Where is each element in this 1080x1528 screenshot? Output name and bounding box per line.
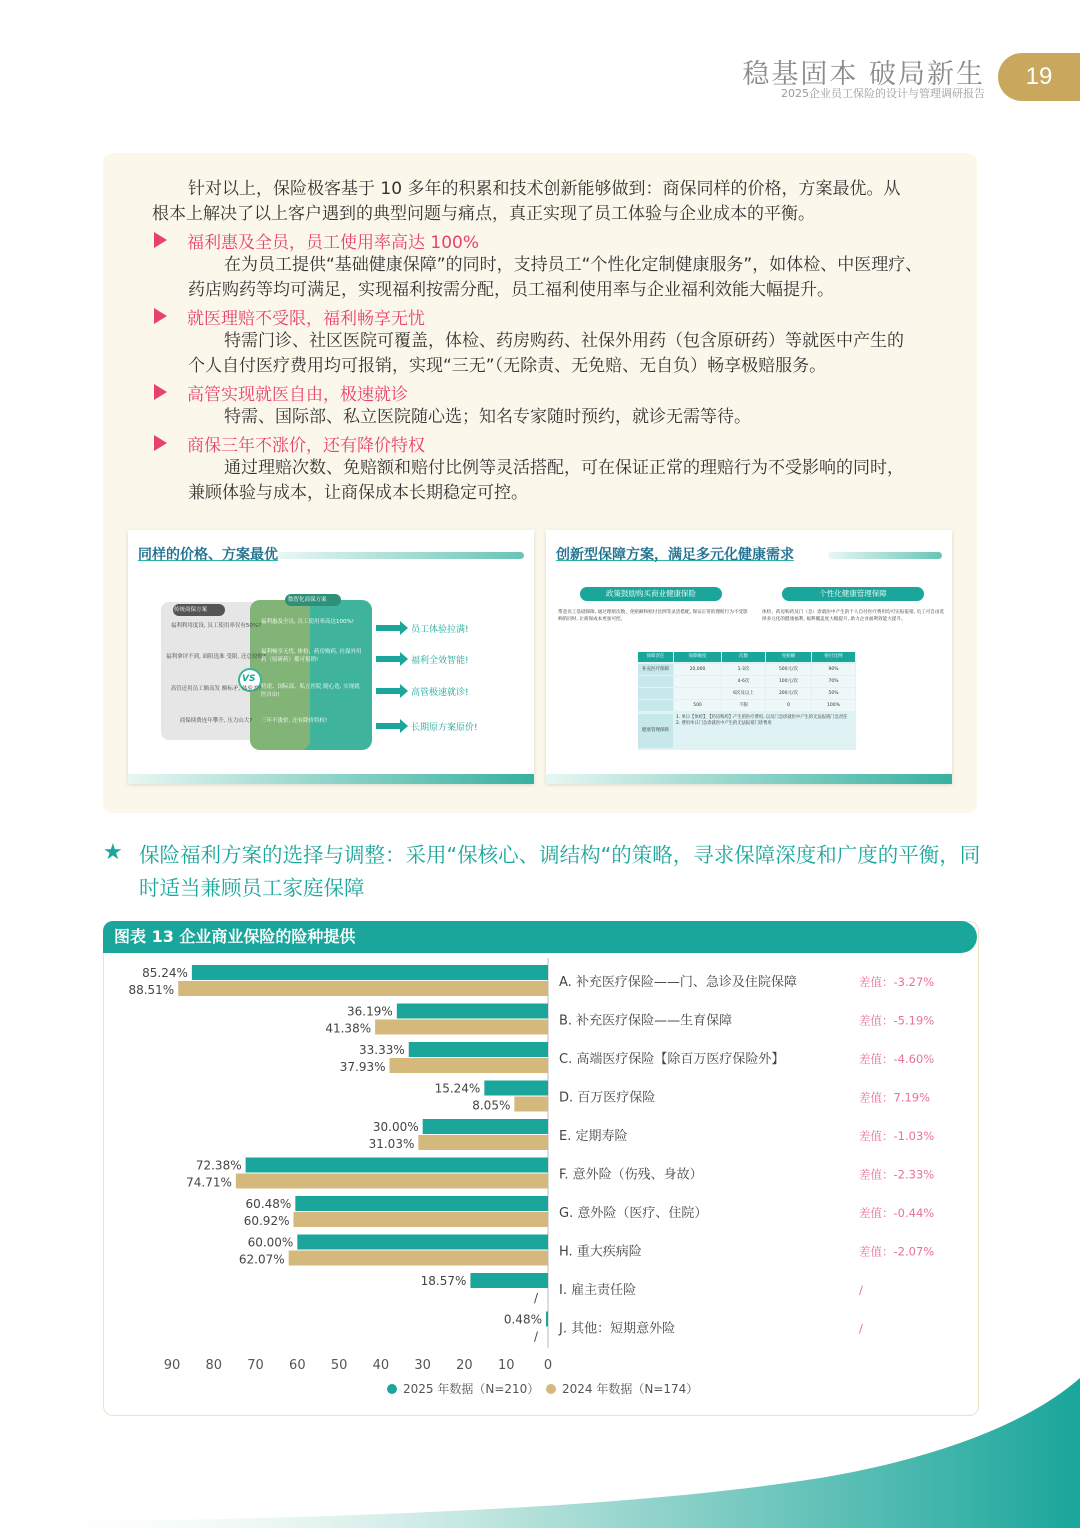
difference-label: / [859, 1283, 863, 1297]
digital-item: 特需、国际部、私立医院 随心选, 实现就医自由! [261, 684, 360, 698]
section-headline: 保险福利方案的选择与调整：采用“保核心、调结构“的策略，寻求保障深度和广度的平衡，同时适当兼顾员工家庭保障 [139, 843, 981, 900]
slide-bottom-bar [128, 774, 534, 784]
table-cell [638, 700, 673, 711]
x-tick-label: 40 [372, 1358, 390, 1373]
footer-wave [0, 1370, 1080, 1528]
slide-same-price [128, 530, 534, 784]
bar-2024 [514, 1097, 548, 1112]
policy-pill: 政策鼓励购买商业健康保险 [580, 587, 722, 601]
x-tick-label: 50 [330, 1358, 348, 1373]
bar-label-2024: 41.38% [325, 1021, 372, 1036]
vs-label: VS [242, 674, 256, 684]
difference-label: 差值：-1.03% [859, 1129, 935, 1143]
category-label: B. 补充医疗保险——生育保障 [559, 1013, 733, 1029]
table-cell [638, 688, 673, 699]
digital-item: 福利惠及全员, 员工使用率高达100%! [261, 619, 354, 625]
page-number: 19 [998, 53, 1080, 101]
table-cell [674, 688, 721, 699]
traditional-plan-header: 传统商保方案 [174, 607, 208, 613]
bar-2025 [409, 1042, 548, 1057]
bar-label-2025: 30.00% [372, 1120, 419, 1134]
bar-label-2024: 8.05% [472, 1098, 511, 1113]
result-label: 员工体验拉满! [411, 625, 469, 635]
bar-label-2024: / [533, 1329, 538, 1344]
chart-caption: 图表 13 企业商业保险的险种提供 [103, 921, 977, 953]
category-label: A. 补充医疗保险——门、急诊及住院保障 [559, 975, 797, 990]
digital-item: 福利畅享无忧, 体检、药房购药, 社保外用药（原研药）都可报销! [261, 649, 362, 663]
bar-2025 [246, 1158, 548, 1173]
bar-label-2024: / [533, 1291, 538, 1305]
category-label: E. 定期寿险 [559, 1129, 628, 1144]
x-tick-label: 20 [456, 1358, 473, 1373]
table-header-cell: 赔付比例 [812, 652, 855, 662]
bar-label-2025: 0.48% [503, 1312, 542, 1327]
bar-label-2024: 31.03% [368, 1137, 415, 1151]
table-cell: 500 [674, 700, 721, 711]
table-note: 1. 单日【体检】、【药房购药】产生的医疗费用, 以及门急诊就医中产生的无法报销门急责任 2. 费用单日门急诊就医中产生的无法报销门诊费用 [676, 715, 848, 726]
bar-label-2025: 15.24% [434, 1081, 481, 1096]
bullet-text: 药店购药等均可满足，实现福利按需分配，员工福利使用率与企业福利效能大幅提升。 [188, 280, 834, 300]
bullet-arrow-icon [154, 308, 167, 324]
table-cell [638, 676, 673, 687]
table-cell: 90% [812, 664, 855, 675]
bar-2024 [418, 1135, 548, 1150]
bar-2024 [289, 1251, 548, 1266]
bar-label-2025: 60.00% [247, 1235, 294, 1250]
bullet-text: 通过理赔次数、免赔额和赔付比例等灵活搭配，可在保证正常的理赔行为不受影响的同时， [224, 458, 904, 478]
difference-label: 差值：-2.07% [859, 1244, 935, 1259]
x-tick-label: 80 [205, 1358, 223, 1373]
health-pill: 个性化健康管理保障 [782, 587, 924, 601]
slide-title: 创新型保障方案，满足多元化健康需求 [556, 547, 794, 563]
bar-label-2024: 74.71% [186, 1175, 232, 1190]
bar-label-2025: 72.38% [195, 1158, 242, 1173]
bullet-title: 福利惠及全员，员工使用率高达 100% [187, 233, 480, 253]
category-label: G. 意外险（医疗、住院） [559, 1206, 708, 1221]
star-icon: ★ [103, 840, 123, 865]
table-cell [674, 676, 721, 687]
table-cell: 4-6次 [722, 676, 765, 687]
difference-label: 差值：-4.60% [859, 1052, 935, 1066]
bar-label-2024: 88.51% [128, 983, 175, 997]
bar-label-2024: 37.93% [339, 1060, 386, 1074]
difference-label: / [859, 1321, 863, 1336]
bar-2024 [390, 1058, 548, 1073]
slide-title-bar [828, 552, 942, 559]
category-label: F. 意外险（伤残、身故） [559, 1167, 703, 1183]
report-title: 稳基固本 破局新生 [742, 59, 985, 90]
table-cell: 500元/次 [766, 664, 811, 675]
table-header-cell: 保障责任 [638, 652, 673, 662]
bar-label-2025: 33.33% [358, 1043, 405, 1057]
bar-label-2024: 60.92% [243, 1214, 290, 1228]
table-cell: 补充医疗保障 [638, 664, 673, 675]
bar-2025 [192, 965, 548, 980]
bar-2025 [397, 1004, 548, 1019]
difference-label: 差值：-0.44% [859, 1206, 935, 1220]
digital-plan-header: 数智化商保方案 [288, 597, 327, 603]
table-cell: 100元/次 [766, 676, 811, 687]
traditional-item: 高管还用员工额高发 额标矛, 体验差? [170, 686, 262, 692]
difference-label: 差值：7.19% [859, 1090, 931, 1105]
traditional-item: 福利拿评不到, 面阻选准 受限, 还总较赔? [166, 654, 266, 660]
bar-2024 [178, 981, 548, 996]
table-cell: 100% [812, 700, 855, 711]
slide-innovative-plan [546, 530, 952, 784]
category-label: J. 其他：短期意外险 [559, 1321, 676, 1337]
slide-bottom-bar [546, 774, 952, 784]
result-label: 长期原方案原价! [411, 723, 478, 733]
legend-label-2024: 2024 年数据（N=174） [562, 1382, 699, 1396]
traditional-item: 商保续费连年攀升, 压力山大? [179, 718, 253, 724]
bar-2025 [423, 1119, 548, 1134]
difference-label: 差值：-3.27% [859, 975, 935, 989]
bullet-title: 就医理赔不受限，福利畅享无忧 [187, 309, 425, 329]
legend-label-2025: 2025 年数据（N=210） [403, 1382, 540, 1396]
table-cell: 不限 [722, 700, 765, 711]
table-cell: 50% [812, 688, 855, 699]
category-label: I. 雇主责任险 [559, 1283, 637, 1298]
bullet-title: 高管实现就医自由，极速就诊 [187, 385, 408, 405]
bar-2025 [484, 1081, 548, 1096]
bar-2024 [293, 1212, 548, 1227]
traditional-item: 福利利用度设, 员工使用率仅有50%? [170, 623, 262, 629]
x-tick-label: 10 [497, 1358, 515, 1373]
table-cell: 0 [766, 700, 811, 711]
bullet-text: 个人自付医疗费用均可报销，实现“三无”（无除责、无免赔、无自负）畅享极赔服务。 [188, 356, 827, 376]
table-cell: 健康管理保障 [638, 714, 673, 748]
table-cell: 6次及以上 [722, 688, 765, 699]
bar-2025 [295, 1196, 548, 1211]
bullet-arrow-icon [154, 435, 167, 451]
bullet-title: 商保三年不涨价，还有降价特权 [187, 436, 425, 456]
table-cell: 20,000 [674, 664, 721, 675]
insurance-type-chart [103, 953, 977, 1408]
x-tick-label: 0 [543, 1358, 553, 1373]
bar-label-2025: 18.57% [420, 1274, 467, 1288]
bullet-text: 特需、国际部、私立医院随心选；知名专家随时预约，就诊无需等待。 [224, 407, 751, 427]
table-header-cell: 保障额度 [674, 652, 721, 662]
category-label: D. 百万医疗保险 [559, 1090, 656, 1106]
table-cell: 1-3次 [722, 664, 765, 675]
digital-item: 三年不涨价, 还有降价特权! [261, 718, 328, 724]
health-desc: 体检、药房购药及门（急）诊就医中产生的个人自付医疗费用均可实报报销, 员工可自由选择多元化的健康福利, 福利覆盖度大幅提升, 助力企业福利效能大提升。 [762, 610, 945, 622]
category-label: H. 重大疾病险 [559, 1244, 642, 1260]
policy-desc: 帮意员工基础保障, 通过理赔次数、免赔额和赔付比例等灵活搭配, 保证正常的理赔行为不受影响的同时, 让商保成本更加可控。 [558, 610, 748, 622]
bar-label-2025: 36.19% [347, 1004, 393, 1019]
intro-paragraph-line: 针对以上，保险极客基于 10 多年的积累和技术创新能够做到：商保同样的价格，方案最优。从 [188, 179, 901, 199]
x-tick-label: 30 [414, 1358, 431, 1373]
bar-2025 [470, 1273, 548, 1288]
table-cell: 70% [812, 676, 855, 687]
plan-table [638, 652, 856, 750]
result-label: 高管极速就诊! [411, 688, 469, 698]
difference-label: 差值：-5.19% [859, 1013, 935, 1028]
bar-2024 [236, 1174, 548, 1189]
bullet-arrow-icon [154, 232, 167, 248]
x-tick-label: 90 [163, 1358, 181, 1373]
bar-2025 [546, 1312, 548, 1327]
bar-2025 [297, 1235, 548, 1250]
intro-paragraph-line: 根本上解决了以上客户遇到的典型问题与痛点，真正实现了员工体验与企业成本的平衡。 [152, 204, 815, 224]
difference-label: 差值：-2.33% [859, 1167, 935, 1182]
bullet-arrow-icon [154, 384, 167, 400]
report-subtitle: 2025企业员工保险的设计与管理调研报告 [781, 87, 985, 100]
table-header-cell: 次数 [722, 652, 765, 662]
x-tick-label: 60 [289, 1358, 306, 1373]
bullet-text: 在为员工提供“基础健康保障”的同时，支持员工“个性化定制健康服务”，如体检、中医理疗、 [224, 255, 923, 275]
bar-label-2024: 62.07% [238, 1252, 285, 1267]
bar-label-2025: 60.48% [245, 1197, 292, 1211]
bar-2024 [375, 1020, 548, 1035]
table-header-cell: 免赔额 [766, 652, 811, 662]
bar-label-2025: 85.24% [142, 966, 188, 980]
slide-title: 同样的价格、方案最优 [138, 547, 278, 563]
category-label: C. 高端医疗保险【除百万医疗保险外】 [559, 1052, 785, 1067]
x-tick-label: 70 [247, 1358, 264, 1373]
result-label: 福利全效智能! [411, 656, 469, 666]
table-cell: 200元/次 [766, 688, 811, 699]
bullet-text: 兼顾体验与成本，让商保成本长期稳定可控。 [188, 483, 528, 503]
bullet-text: 特需门诊、社区医院可覆盖，体检、药房购药、社保外用药（包含原研药）等就医中产生的 [224, 331, 904, 351]
